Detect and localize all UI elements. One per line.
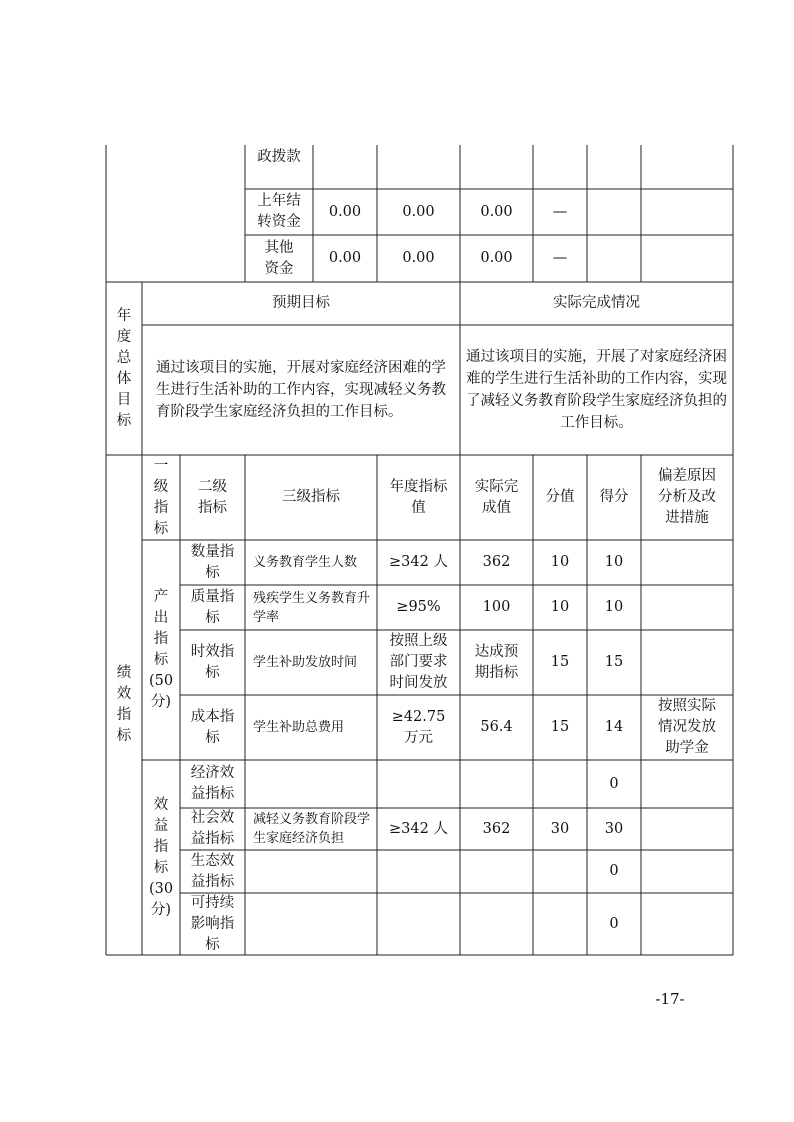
header-score: 得分 <box>599 489 629 505</box>
table-row-l2: 时效指标 <box>190 643 235 681</box>
table-row-score: 14 <box>604 719 624 735</box>
table-row-l3: 减轻义务教育阶段学生家庭经济负担 <box>253 812 371 846</box>
output-indicator-label: 产出指标(50分) <box>148 589 174 710</box>
table-row-score: 10 <box>604 599 624 615</box>
table-row-target: ≥42.75 万元 <box>391 708 446 746</box>
table-row-l2: 可持续影响指标 <box>190 894 235 953</box>
funding-value: — <box>552 250 568 266</box>
funding-value: — <box>552 203 568 220</box>
table-row-actual: 362 <box>482 554 511 570</box>
funding-value: 0.00 <box>402 250 435 266</box>
expected-goal-header: 预期目标 <box>272 295 330 311</box>
table-row-target: 按照上级部门要求时间发放 <box>389 633 448 691</box>
table-row-weight: 15 <box>550 654 570 670</box>
performance-label: 绩效指标 <box>116 665 132 744</box>
funding-label: 政拨款 <box>257 149 301 165</box>
table-row-reason: 按照实际情况发放助学金 <box>658 698 716 756</box>
table-row-l3: 义务教育学生人数 <box>253 555 358 570</box>
benefit-indicator-label: 效益指标(30分) <box>148 796 174 918</box>
table-row-l3: 残疾学生义务教育升学率 <box>253 590 371 625</box>
table-row-l3: 学生补助总费用 <box>253 720 345 735</box>
funding-value: 0.00 <box>328 203 362 220</box>
table-row-weight: 30 <box>550 820 570 837</box>
table-row-weight: 10 <box>550 599 570 615</box>
table-row-score: 10 <box>604 554 624 570</box>
table-row-target: ≥342 人 <box>389 554 448 570</box>
table-row-actual: 达成预期指标 <box>474 643 519 681</box>
table-row-l2: 社会效益指标 <box>190 810 235 847</box>
header-level2: 二级指标 <box>198 478 227 516</box>
funding-value: 0.00 <box>402 203 435 220</box>
table-row-actual: 100 <box>482 599 511 615</box>
table-row-l2: 生态效益指标 <box>190 852 235 890</box>
actual-goal-header: 实际完成情况 <box>553 295 640 311</box>
table-row-score: 0 <box>609 863 619 879</box>
header-reason: 偏差原因分析及改进措施 <box>658 468 716 526</box>
table-row-target: ≥95% <box>396 599 441 615</box>
table-row-score: 30 <box>604 820 624 837</box>
table-row-score: 15 <box>604 654 624 670</box>
table-row-l2: 成本指标 <box>190 708 235 746</box>
funding-value: 0.00 <box>480 203 513 220</box>
table-row-weight: 15 <box>550 719 570 735</box>
expected-goal-text: 通过该项目的实施，开展对家庭经济困难的学生进行生活补助的工作内容，实现减轻义务教育阶段学生家庭经济负担的工作目标。 <box>156 360 446 420</box>
annual-goal-label: 年度总体目标 <box>116 307 132 429</box>
header-target: 年度指标值 <box>389 478 448 516</box>
header-level3: 三级指标 <box>282 489 340 505</box>
funding-value: 0.00 <box>328 250 362 266</box>
table-row-l2: 数量指标 <box>190 543 235 581</box>
table-row-score: 0 <box>609 775 619 792</box>
table-row-l3: 学生补助发放时间 <box>253 655 358 670</box>
table-row-score: 0 <box>609 915 619 932</box>
table-row-weight: 10 <box>550 554 570 570</box>
header-actual: 实际完成值 <box>474 478 519 516</box>
actual-goal-text: 通过该项目的实施，开展了对家庭经济困难的学生进行生活补助的工作内容，实现了减轻义务教育阶段学生家庭经济负担的工作目标。 <box>466 349 727 431</box>
table-row-l2: 质量指标 <box>190 588 235 626</box>
table-row-actual: 362 <box>482 820 511 837</box>
funding-label: 上年结转资金 <box>257 193 301 230</box>
table-row-l2: 经济效益指标 <box>190 765 235 802</box>
page-number: -17- <box>655 990 685 1008</box>
table-row-actual: 56.4 <box>480 719 513 735</box>
header-weight: 分值 <box>545 489 575 505</box>
funding-value: 0.00 <box>480 250 513 266</box>
funding-label: 其他资金 <box>264 239 294 277</box>
table-row-target: ≥342 人 <box>389 820 448 837</box>
header-level1: 一级指标 <box>153 457 169 537</box>
